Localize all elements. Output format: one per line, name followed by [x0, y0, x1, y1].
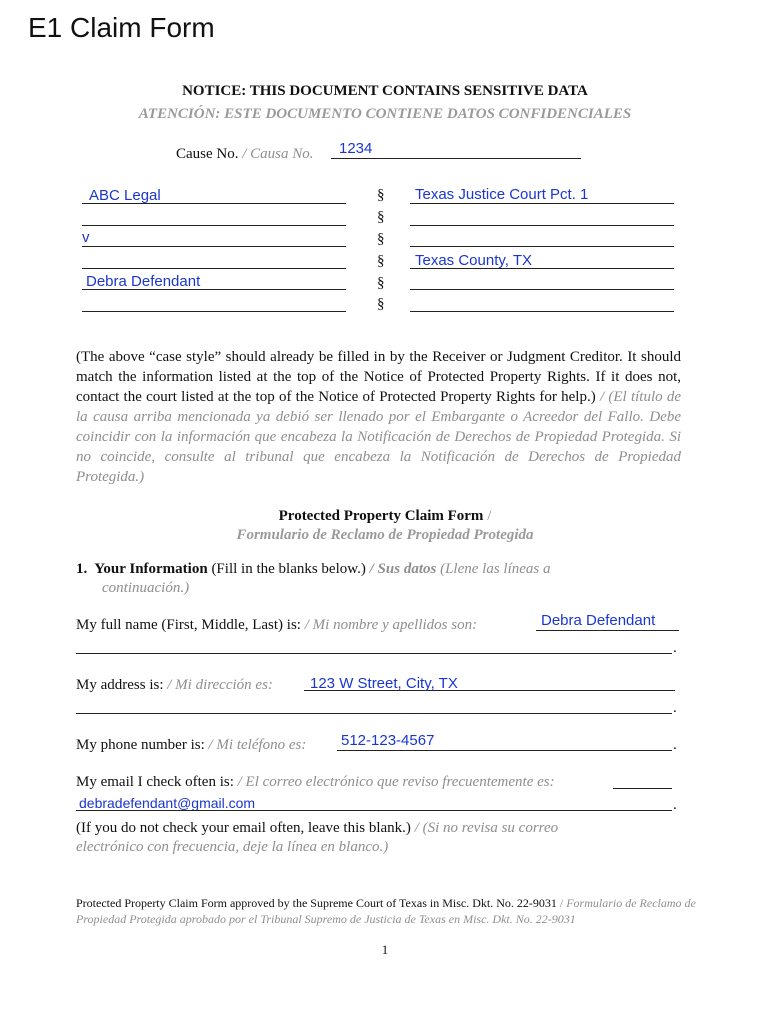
address-label — [76, 677, 273, 694]
notice-english: NOTICE: THIS DOCUMENT CONTAINS SENSITIVE DATA — [182, 83, 588, 99]
address-line-2 — [76, 713, 672, 714]
email-label-en: My email I check often is: — [76, 774, 234, 790]
name-line — [536, 630, 679, 631]
case-left-line-5 — [82, 289, 346, 290]
email-input[interactable]: debradefendant@gmail.com — [79, 795, 256, 811]
section-symbol: § — [377, 209, 385, 225]
case-right-line-2 — [410, 225, 674, 226]
case-left-line-2 — [82, 225, 346, 226]
section-1-hint: (Fill in the blanks below.) — [211, 561, 366, 577]
page-title: E1 Claim Form — [28, 12, 215, 43]
case-left-line-6 — [82, 311, 346, 312]
email-line — [613, 788, 672, 789]
phone-label-en: My phone number is: — [76, 737, 205, 753]
name-line-2 — [76, 653, 672, 654]
footer-spanish: Formulario de Reclamo de Propiedad Protegida aprobado por el Tribunal Supremo de Justicia de Texas en Misc. Dkt. No. 22-9031 — [76, 896, 696, 926]
section-1-title-es: / Sus datos — [369, 561, 437, 577]
section-1-hint-es-cont: continuación.) — [102, 580, 190, 596]
cause-number-line — [331, 158, 581, 159]
county-field[interactable]: Texas County, TX — [415, 252, 532, 269]
cause-label-es: / Causa No. — [242, 146, 314, 162]
phone-label-es: / Mi teléfono es: — [208, 737, 307, 753]
email-label — [76, 774, 555, 791]
versus-field[interactable]: v — [82, 229, 90, 246]
section-1-number: 1. — [76, 561, 88, 577]
email-line-2 — [76, 810, 672, 811]
email-note-es: / (Si no revisa su correo — [414, 820, 559, 836]
section-symbol: § — [377, 296, 385, 312]
address-period: . — [673, 700, 677, 716]
case-left-line-4 — [82, 268, 346, 269]
section-1-hint-es: (Llene las líneas a — [440, 561, 551, 577]
name-period: . — [673, 640, 677, 656]
section-1-heading — [76, 561, 550, 578]
case-right-line-1 — [410, 203, 674, 204]
section-1-title: Your Information — [94, 561, 208, 577]
defendant-field[interactable]: Debra Defendant — [86, 273, 201, 290]
instructions-spanish: / (El título de la causa arriba mencionada ya debió ser llenado por el Embargante o Acreedor del Fallo. Debe coincidir con la información que encabeza la Notificación de Derechos de Propiedad Protegida. Si no coincide, consulte al tribunal que encabeza la Notificación de Derechos de Propiedad Protegida.) — [76, 389, 682, 485]
section-symbol: § — [377, 231, 385, 247]
phone-line — [337, 750, 672, 751]
section-symbol: § — [377, 253, 385, 269]
footer-separator: / — [556, 896, 564, 910]
case-right-line-5 — [410, 289, 674, 290]
court-field[interactable]: Texas Justice Court Pct. 1 — [415, 186, 589, 203]
cause-label-en: Cause No. — [176, 146, 239, 162]
full-name-input[interactable]: Debra Defendant — [541, 612, 656, 629]
case-right-line-3 — [410, 246, 674, 247]
form-title-english: Protected Property Claim Form — [278, 508, 484, 524]
phone-input[interactable]: 512-123-4567 — [341, 732, 435, 749]
form-title — [0, 508, 770, 525]
case-right-line-4 — [410, 268, 674, 269]
section-symbol: § — [377, 187, 385, 203]
email-period: . — [673, 797, 677, 813]
email-note-es-cont: electrónico con frecuencia, deje la línea en blanco.) — [76, 839, 389, 855]
instructions-english: (The above “case style” should already be filled in by the Receiver or Judgment Creditor. It should match the information listed at the top of the Notice of Protected Property Rights. If it does not, contact the court listed at the top of the Notice of Protected Property Rights for help.) — [76, 349, 681, 405]
cause-label — [176, 146, 314, 163]
notice-spanish: ATENCIÓN: ESTE DOCUMENTO CONTIENE DATOS CONFIDENCIALES — [138, 106, 632, 122]
section-symbol: § — [377, 275, 385, 291]
plaintiff-field[interactable]: ABC Legal — [89, 187, 161, 204]
form-title-separator: / — [483, 508, 492, 524]
email-note-en: (If you do not check your email often, leave this blank.) — [76, 820, 411, 836]
footer-english: Protected Property Claim Form approved by the Supreme Court of Texas in Misc. Dkt. No. 22-9031 — [76, 896, 557, 910]
address-label-en: My address is: — [76, 677, 164, 693]
address-input[interactable]: 123 W Street, City, TX — [310, 675, 458, 692]
case-style-instructions — [76, 347, 681, 487]
case-right-line-6 — [410, 311, 674, 312]
email-note — [76, 820, 558, 837]
name-label-es: / Mi nombre y apellidos son: — [304, 617, 478, 633]
address-label-es: / Mi dirección es: — [167, 677, 273, 693]
cause-number-input[interactable]: 1234 — [339, 140, 373, 157]
case-left-line-1 — [82, 203, 346, 204]
email-label-es: / El correo electrónico que reviso frecuentemente es: — [237, 774, 555, 790]
phone-period: . — [673, 737, 677, 753]
page-number: 1 — [381, 942, 389, 957]
name-label-en: My full name (First, Middle, Last) is: — [76, 617, 301, 633]
name-label — [76, 617, 477, 634]
case-left-line-3 — [82, 246, 346, 247]
phone-label — [76, 737, 306, 754]
form-title-spanish: Formulario de Reclamo de Propiedad Protegida — [236, 527, 534, 543]
footer-approval — [76, 895, 696, 927]
